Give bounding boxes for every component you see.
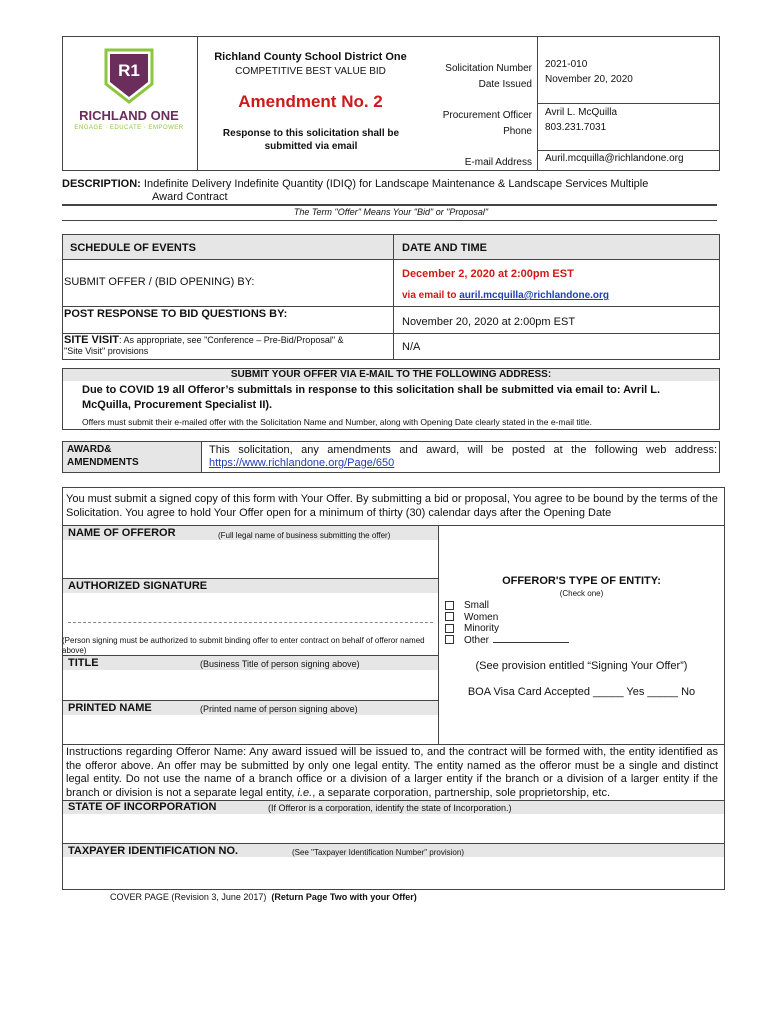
checkbox-other[interactable]	[445, 635, 454, 644]
award-label-1: AWARD&	[67, 444, 112, 455]
date-issued-label: Date Issued	[478, 79, 532, 90]
email-label: E-mail Address	[464, 157, 532, 168]
entity-check-hint: (Check one)	[559, 589, 604, 598]
date-issued-value: November 20, 2020	[545, 74, 633, 85]
questions-label: POST RESPONSE TO BID QUESTIONS BY:	[64, 308, 288, 320]
title-hint: (Business Title of person signing above)	[200, 659, 360, 669]
award-label-2: AMENDMENTS	[67, 457, 139, 468]
submit-offer-date: December 2, 2020 at 2:00pm EST	[402, 268, 574, 280]
offer-intro: You must submit a signed copy of this form with Your Offer. By submitting a bid or proposal, You agree to be bound by the terms of the Solicitation. You agree to hold Your Offer open for a minimum of thirty (30) calendar days after the Opening Date	[66, 493, 718, 519]
entity-option-minority[interactable]: Minority	[445, 623, 569, 635]
officer-label: Procurement Officer	[442, 110, 532, 121]
entity-options	[445, 600, 569, 646]
description	[62, 178, 722, 191]
logo-tagline: ENGAGE · EDUCATE · EMPOWER	[74, 125, 184, 131]
schedule-header: SCHEDULE OF EVENTS	[70, 242, 196, 254]
taxpayer-id-label: TAXPAYER IDENTIFICATION NO.	[68, 845, 239, 857]
submit-address-note: Offers must submit their e-mailed offer with the Solicitation Name and Number, along with Opening Date clearly stated in the e-mail title.	[82, 417, 592, 427]
date-time-header: DATE AND TIME	[402, 242, 487, 254]
description-line1: Indefinite Delivery Indefinite Quantity (IDIQ) for Landscape Maintenance & Landscape Services Multiple	[143, 178, 649, 190]
submit-address-line2: McQuilla, Procurement Specialist II).	[82, 399, 273, 411]
phone-label: Phone	[503, 126, 532, 137]
name-of-offeror-hint: (Full legal name of business submitting the offer)	[218, 531, 391, 540]
boa-visa: BOA Visa Card Accepted _____ Yes _____ No	[467, 686, 696, 698]
email-value: Auril.mcquilla@richlandone.org	[545, 153, 684, 164]
site-visit-value: N/A	[402, 341, 421, 353]
submit-via: via email to auril.mcquilla@richlandone.org	[402, 290, 610, 301]
entity-option-women[interactable]: Women	[445, 612, 569, 624]
state-of-incorporation-hint: (If Offeror is a corporation, identify the state of Incorporation.)	[268, 803, 512, 813]
award-text: This solicitation, any amendments and award, will be posted at the following web address:	[209, 444, 717, 456]
taxpayer-id-hint: (See "Taxpayer Identification Number" provision)	[292, 848, 464, 857]
solicitation-value: 2021-010	[545, 59, 588, 70]
printed-name-hint: (Printed name of person signing above)	[200, 704, 358, 714]
questions-date: November 20, 2020 at 2:00pm EST	[402, 316, 576, 328]
entity-header: OFFEROR'S TYPE OF ENTITY:	[502, 575, 661, 587]
authorized-signature-label: AUTHORIZED SIGNATURE	[68, 580, 208, 592]
logo-name: RICHLAND ONE	[79, 108, 179, 123]
checkbox-women[interactable]	[445, 612, 454, 621]
authorized-signature-hint: (Person signing must be authorized to submit binding offer to enter contract on behalf of offeror named above)	[62, 636, 425, 655]
entity-option-other[interactable]: Other	[445, 635, 569, 647]
phone-value: 803.231.7031	[545, 122, 607, 133]
district-name: Richland County School District One	[214, 51, 407, 63]
checkbox-small[interactable]	[445, 601, 454, 610]
solicitation-label: Solicitation Number	[445, 63, 532, 74]
officer-value: Avril L. McQuilla	[545, 107, 618, 118]
logo-mark: R1	[118, 61, 140, 80]
signing-note: (See provision entitled “Signing Your Offer”)	[475, 660, 688, 672]
instructions-text: Instructions regarding Offeror Name: Any award issued will be issued to, and the contract will be formed with, the entity identified as the offeror above. An offer may be submitted by only one legal entity. The entity named as the offeror must be a single and distinct legal entity. Do not use the name of a branch office or a division of a larger entity if the branch or a division of a larger entity if the branch or division is not a separate legal entity, i.e., a separate corporation, partnership, sole proprietorship, etc.	[66, 746, 718, 799]
logo	[66, 44, 192, 144]
term-note: The Term "Offer" Means Your "Bid" or "Proposal"	[293, 207, 489, 217]
description-line2: Award Contract	[152, 191, 228, 203]
printed-name-label: PRINTED NAME	[68, 702, 152, 714]
response-note: Response to this solicitation shall be submitted via email	[222, 128, 400, 152]
title-label: TITLE	[68, 657, 99, 669]
checkbox-minority[interactable]	[445, 624, 454, 633]
cover-page-footer: COVER PAGE (Revision 3, June 2017) (Return Page Two with your Offer)	[110, 892, 417, 902]
name-of-offeror-label: NAME OF OFFEROR	[68, 527, 176, 539]
submit-offer-label: SUBMIT OFFER / (BID OPENING) BY:	[64, 276, 255, 288]
description-label: DESCRIPTION:	[62, 178, 141, 190]
site-visit-text2: "Site Visit" provisions	[64, 346, 149, 356]
site-visit-text: SITE VISIT: As appropriate, see "Conference – Pre-Bid/Proposal" &	[64, 334, 344, 346]
bid-type: COMPETITIVE BEST VALUE BID	[235, 66, 386, 77]
submit-address-line1: Due to COVID 19 all Offeror’s submittals in response to this solicitation shall be submitted via email to: Avril L.	[82, 384, 661, 396]
entity-option-small[interactable]: Small	[445, 600, 569, 612]
submit-email-link[interactable]: auril.mcquilla@richlandone.org	[459, 290, 610, 301]
amendment-title: Amendment No. 2	[238, 92, 383, 111]
award-url-link[interactable]: https://www.richlandone.org/Page/650	[209, 457, 395, 469]
return-note: (Return Page Two with your Offer)	[271, 892, 417, 902]
state-of-incorporation-label: STATE OF INCORPORATION	[68, 801, 217, 813]
submit-address-header: SUBMIT YOUR OFFER VIA E-MAIL TO THE FOLLOWING ADDRESS:	[230, 369, 552, 380]
